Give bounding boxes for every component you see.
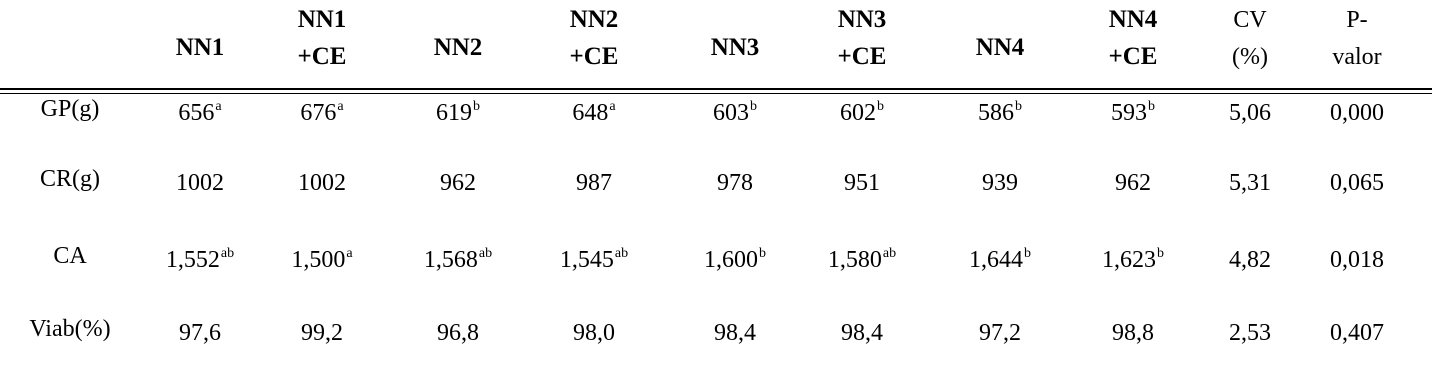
- column-header-line: +CE: [837, 43, 887, 70]
- cell-value: 593: [1111, 100, 1147, 126]
- significance-letter: b: [1148, 99, 1155, 114]
- cell-value: 5,06: [1229, 100, 1271, 126]
- table-cell: [840, 98, 884, 128]
- row-label: CA: [53, 243, 87, 269]
- cell-value: 1,552: [165, 247, 220, 273]
- column-header-line: NN1: [297, 6, 347, 33]
- cell-value: 1,545: [559, 247, 614, 273]
- cell-value: 98,0: [573, 320, 615, 346]
- table-cell: [424, 245, 492, 275]
- cell-value: 0,000: [1330, 100, 1384, 126]
- table-cell: [704, 245, 766, 275]
- table-cell: [1112, 318, 1154, 348]
- column-header-line: +CE: [1108, 43, 1158, 70]
- cell-value: 1,500: [291, 247, 346, 273]
- significance-letter: ab: [882, 246, 897, 261]
- table-cell: [573, 318, 615, 348]
- cell-value: 951: [844, 170, 880, 196]
- cell-value: 939: [982, 170, 1018, 196]
- header-rule-top: [0, 88, 1432, 90]
- significance-letter: a: [337, 99, 344, 114]
- cell-value: 2,53: [1229, 320, 1271, 346]
- cell-value: 619: [436, 100, 472, 126]
- significance-letter: b: [877, 99, 884, 114]
- column-header: NN3: [710, 34, 760, 61]
- cell-value: 0,018: [1330, 247, 1384, 273]
- header-rule-bottom: [0, 93, 1432, 94]
- cell-value: 98,8: [1112, 320, 1154, 346]
- table-cell: [560, 245, 628, 275]
- table-cell: [166, 245, 234, 275]
- column-header: NN4: [975, 34, 1025, 61]
- table-cell: [713, 98, 757, 128]
- column-header-line: NN2: [569, 6, 619, 33]
- table-cell: [437, 318, 479, 348]
- significance-letter: ab: [220, 246, 235, 261]
- cell-value: 1,623: [1102, 247, 1156, 273]
- cell-value: 97,6: [179, 320, 221, 346]
- cell-value: 978: [717, 170, 753, 196]
- table-cell: [844, 168, 880, 198]
- column-header: NN2: [433, 34, 483, 61]
- significance-letter: ab: [478, 246, 493, 261]
- cell-value: 676: [300, 100, 337, 126]
- column-header-line: +CE: [297, 43, 347, 70]
- row-label: GP(g): [40, 96, 100, 122]
- table-cell: [841, 318, 883, 348]
- significance-letter: b: [750, 99, 757, 114]
- significance-letter: ab: [614, 246, 629, 261]
- cell-value: 0,407: [1330, 320, 1384, 346]
- table-cell: [979, 318, 1021, 348]
- row-label: CR(g): [40, 166, 100, 192]
- table-cell: [1330, 98, 1384, 128]
- table-cell: [440, 168, 476, 198]
- significance-letter: a: [609, 99, 616, 114]
- table-cell: [572, 98, 615, 128]
- table-cell: [1111, 98, 1155, 128]
- cell-value: 962: [440, 170, 476, 196]
- table-cell: [1102, 245, 1164, 275]
- cell-value: 1002: [176, 170, 224, 196]
- column-header-line: (%): [1232, 44, 1268, 70]
- cell-value: 97,2: [979, 320, 1021, 346]
- cell-value: 98,4: [841, 320, 883, 346]
- cell-value: 1,580: [827, 247, 882, 273]
- cell-value: 656: [178, 100, 215, 126]
- table-cell: [1330, 168, 1384, 198]
- significance-letter: a: [215, 99, 222, 114]
- table-cell: [982, 168, 1018, 198]
- cell-value: 1002: [298, 170, 346, 196]
- cell-value: 962: [1115, 170, 1151, 196]
- table-cell: [1229, 168, 1271, 198]
- cell-value: 5,31: [1229, 170, 1271, 196]
- column-header-line: +CE: [569, 43, 619, 70]
- table-cell: [714, 318, 756, 348]
- significance-letter: b: [1157, 246, 1164, 261]
- significance-letter: b: [1024, 246, 1031, 261]
- cell-value: 0,065: [1330, 170, 1384, 196]
- cell-value: 4,82: [1229, 247, 1271, 273]
- cell-value: 99,2: [301, 320, 343, 346]
- column-header-line: P-: [1346, 7, 1368, 33]
- column-header-line: CV: [1233, 7, 1267, 33]
- table-cell: [978, 98, 1022, 128]
- table-cell: [298, 168, 346, 198]
- table-cell: [301, 318, 343, 348]
- table-cell: [576, 168, 612, 198]
- cell-value: 1,568: [423, 247, 478, 273]
- table-cell: [828, 245, 896, 275]
- table-cell: [436, 98, 480, 128]
- table-cell: [1229, 245, 1271, 275]
- table-cell: [1330, 245, 1384, 275]
- table-cell: [969, 245, 1031, 275]
- table-cell: [291, 245, 352, 275]
- cell-value: 96,8: [437, 320, 479, 346]
- cell-value: 603: [713, 100, 749, 126]
- table-cell: [1229, 318, 1271, 348]
- table-cell: [1229, 98, 1271, 128]
- table-cell: [1330, 318, 1384, 348]
- cell-value: 602: [840, 100, 876, 126]
- cell-value: 98,4: [714, 320, 756, 346]
- table-cell: [300, 98, 343, 128]
- column-header-line: NN4: [1108, 6, 1158, 33]
- significance-letter: a: [346, 246, 353, 261]
- cell-value: 987: [576, 170, 612, 196]
- column-header: NN1: [175, 34, 225, 61]
- significance-letter: b: [473, 99, 480, 114]
- column-header-line: NN3: [837, 6, 887, 33]
- table-cell: [717, 168, 753, 198]
- row-label: Viab(%): [29, 316, 111, 342]
- significance-letter: b: [1015, 99, 1022, 114]
- table-cell: [176, 168, 224, 198]
- cell-value: 1,600: [704, 247, 758, 273]
- table-cell: [179, 318, 221, 348]
- significance-letter: b: [759, 246, 766, 261]
- table-cell: [1115, 168, 1151, 198]
- cell-value: 586: [978, 100, 1014, 126]
- table-cell: [178, 98, 221, 128]
- cell-value: 648: [572, 100, 609, 126]
- cell-value: 1,644: [969, 247, 1023, 273]
- column-header-line: valor: [1332, 44, 1382, 70]
